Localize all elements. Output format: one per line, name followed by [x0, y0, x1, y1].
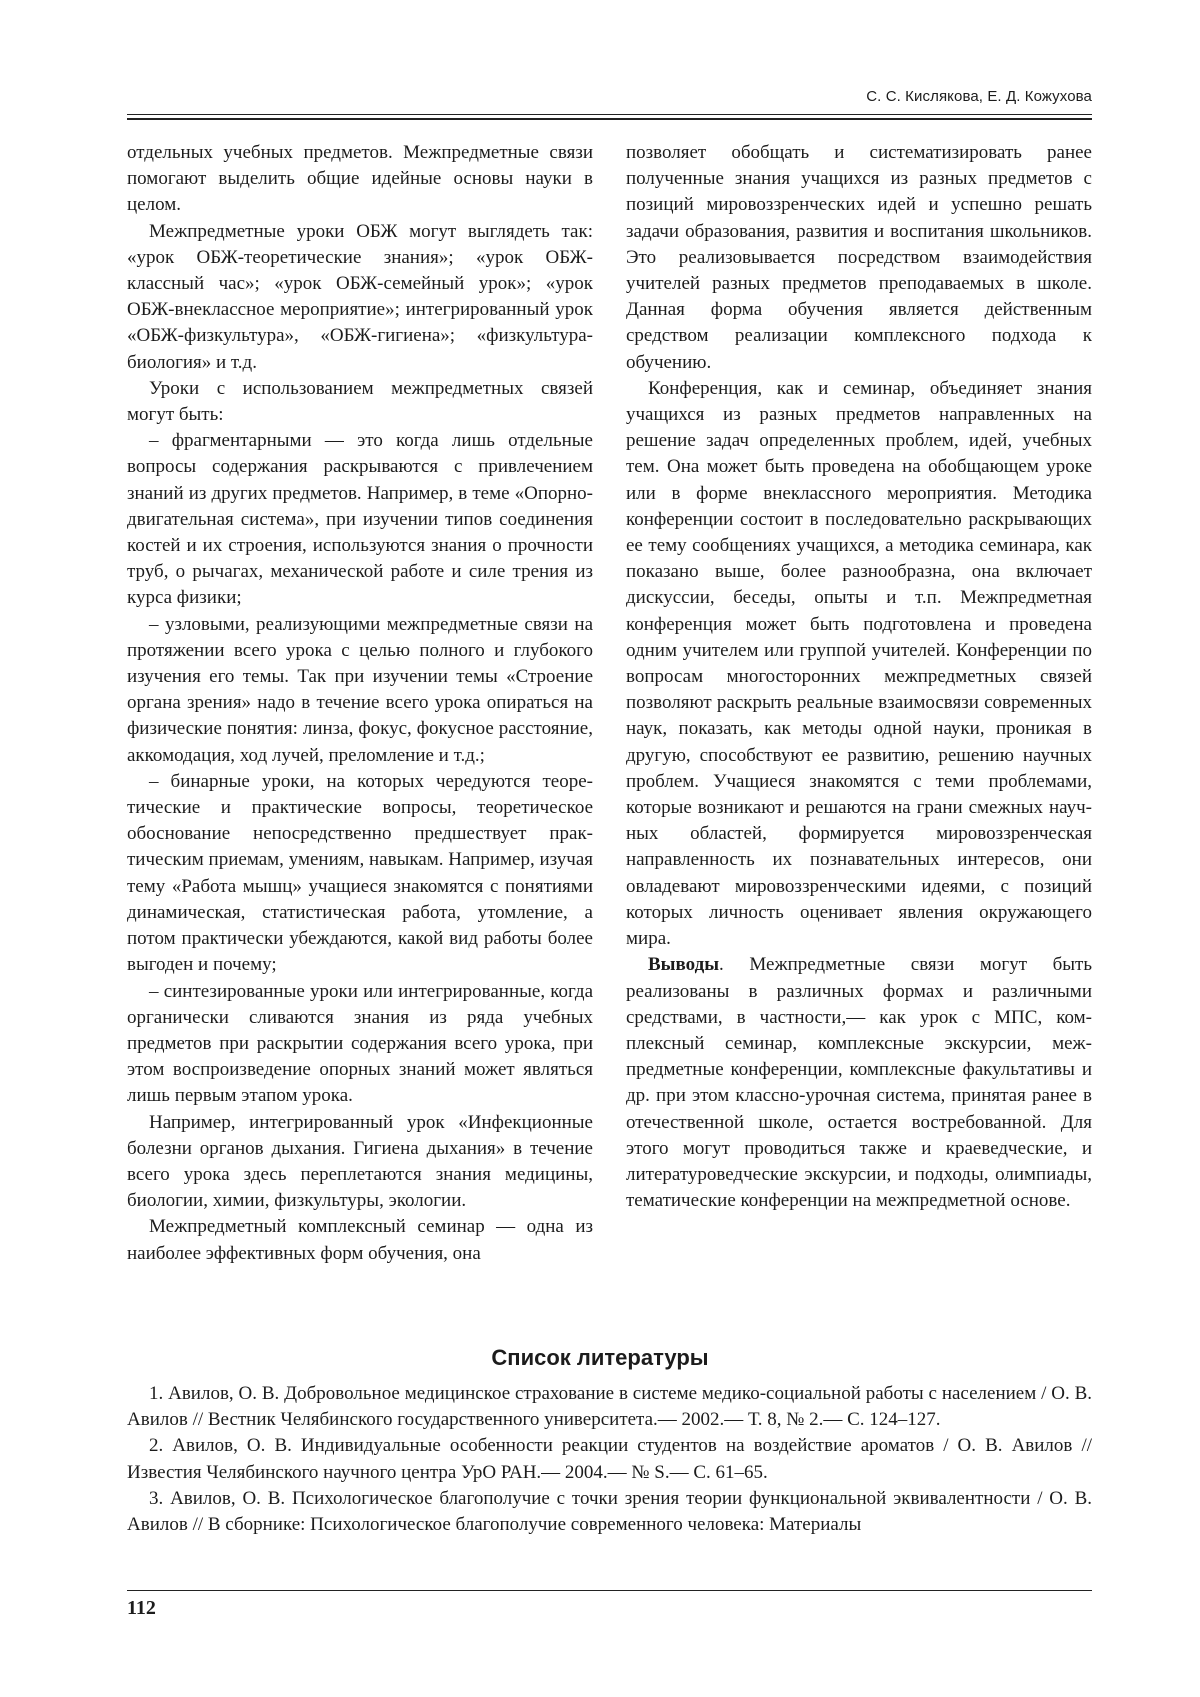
conclusion-paragraph: [626, 952, 1092, 1214]
header-rule-bottom: [127, 118, 1092, 120]
paragraph: отдельных учебных предметов. Межпредметные связи помогают выделить общие идейные основы науки в целом.: [127, 142, 593, 216]
reference-item: 1. Авилов, О. В. Добровольное медицинское страхование в системе медико-социальной работы с населением / О. В. Авилов // Вестник Челябинского государственного университета.— 2002.— Т. 8, № 2.— С. 124–127.: [127, 1383, 1092, 1431]
list-item: – бинарные уроки, на которых чередуются теоретические и практические вопросы, теоретическое обоснование непосредственно предшествует практическим приемам, умениям, навыкам. Например, изучая тему «Работа мышц» учащиеся знакомятся с понятиями динамическая, статистическая работа, утомление, а потом практически убеждаются, какой вид работы более выгоден и почему;: [127, 770, 593, 976]
list-item: – узловыми, реализующими межпредметные связи на протяжении всего урока с целью полного и глубокого изучения его темы. Так при изучении темы «Строение органа зрения» надо в течение всего урока опираться на физические понятия: линза, фокус, фокусное расстояние, аккомодация, ход лучей, преломление и т.д.;: [127, 613, 593, 766]
paragraph: Уроки с использованием межпредметных связей могут быть:: [127, 377, 593, 426]
paragraph: Например, интегрированный урок «Инфекционные болезни органов дыхания. Гигиена дыхания» в течение всего урока здесь переплетаются знания медицины, биологии, химии, физкультуры, экологии.: [127, 1111, 593, 1212]
conclusion-text: . Межпредметные связи могут быть реализованы в различных формах и различными средствами, в частности,— как урок с МПС, комплексный семинар, комплексные экскурсии, межпредметные конференции, комплексные факультативы и др. при этом классно-урочная система, принятая ранее в отечественной школе, остается востребованной. Для этого могут проводиться также и краеведческие, и литературоведческие экскурсии, и подходы, олимпиады, тематические конференции на межпредметной основе.: [626, 954, 1092, 1212]
paragraph: Межпредметные уроки ОБЖ могут выглядеть так: «урок ОБЖ-теоретические знания»; «урок ОБЖ-классный час»; «урок ОБЖ-семейный урок»; «урок ОБЖ-внеклассное мероприятие»; интегрированный урок «ОБЖ-физкультура», «ОБЖ-гигиена»; «физкультура-биология» и т.д.: [127, 220, 593, 373]
running-header: С. С. Кислякова, Е. Д. Кожухова: [866, 88, 1092, 105]
references-title: Список литературы: [491, 1345, 709, 1370]
list-item: – фрагментарными — это когда лишь отдельные вопросы содержания раскрываются с привлечением знаний из других предметов. Например, в теме «Опорно-двигательная система», при изучении типов соединения костей и их строения, используются знания о прочности труб, о рычагах, механической работе и силе трения из курса физики;: [127, 430, 593, 609]
reference-item: 3. Авилов, О. В. Психологическое благополучие с точки зрения теории функциональной эквивалентности / О. В. Авилов // В сборнике: Психологическое благополучие современного человека: Материалы: [127, 1487, 1092, 1536]
references-list: [127, 1381, 1092, 1538]
paragraph: Конференция, как и семинар, объединяет знания учащихся из разных предметов направленных на решение задач определенных проблем, идей, учебных тем. Она может быть проведена на обобщающем уроке или в форме внеклассного мероприятия. Методика конференции состоит в последовательно раскрывающих ее тему сообщениях учащихся, а методика семинара, как показано выше, более разнообразна, она включает дискуссии, беседы, опыты и т.п. Межпредметная конференция может быть подготовлена и проведена одним учителем или группой учителей. Конференции по вопросам многосторонних межпредметных связей позволяют раскрыть реальные взаимосвязи современных наук, показать, как методы одной науки, проникая в другую, способствуют ее развитию, решению научных проблем. Учащиеся знакомятся с теми проблемами, которые возникают и решаются на грани смежных научных областей, формируется мировоззренческая направленность их познавательных интересов, они овладевают мировоззренческими идеями, с позиций которых личность оценивает явления окружающего мира.: [626, 377, 1092, 950]
right-column: [626, 140, 1092, 1214]
page-number: 112: [127, 1597, 156, 1619]
paragraph: Межпредметный комплексный семинар — одна из наиболее эффективных форм обучения, она: [127, 1216, 593, 1264]
left-column: [127, 140, 593, 1267]
reference-item: 2. Авилов, О. В. Индивидуальные особенности реакции студентов на воздействие ароматов / О. В. Авилов // Известия Челябинского научного центра УрО РАН.— 2004.— № S.— С. 61–65.: [127, 1435, 1092, 1483]
header-rule-top: [127, 114, 1092, 115]
footer-rule: [127, 1590, 1092, 1591]
conclusion-label: Выводы: [648, 954, 720, 976]
list-item: – синтезированные уроки или интегрированные, когда органически сливаются знания из ряда учебных предметов при раскрытии содержания всего урока, при этом воспроизведение опорных знаний может являться лишь первым этапом урока.: [127, 980, 593, 1107]
paragraph: позволяет обобщать и систематизировать ранее полученные знания учащихся из разных предметов с позиций мировоззренческих идей и успешно решать задачи образования, развития и воспитания школьников. Это реализовывается посредством взаимодействия учителей разных предметов преподаваемых в школе. Данная форма обучения является действенным средством реализации комплексного подхода к обучению.: [626, 142, 1092, 373]
